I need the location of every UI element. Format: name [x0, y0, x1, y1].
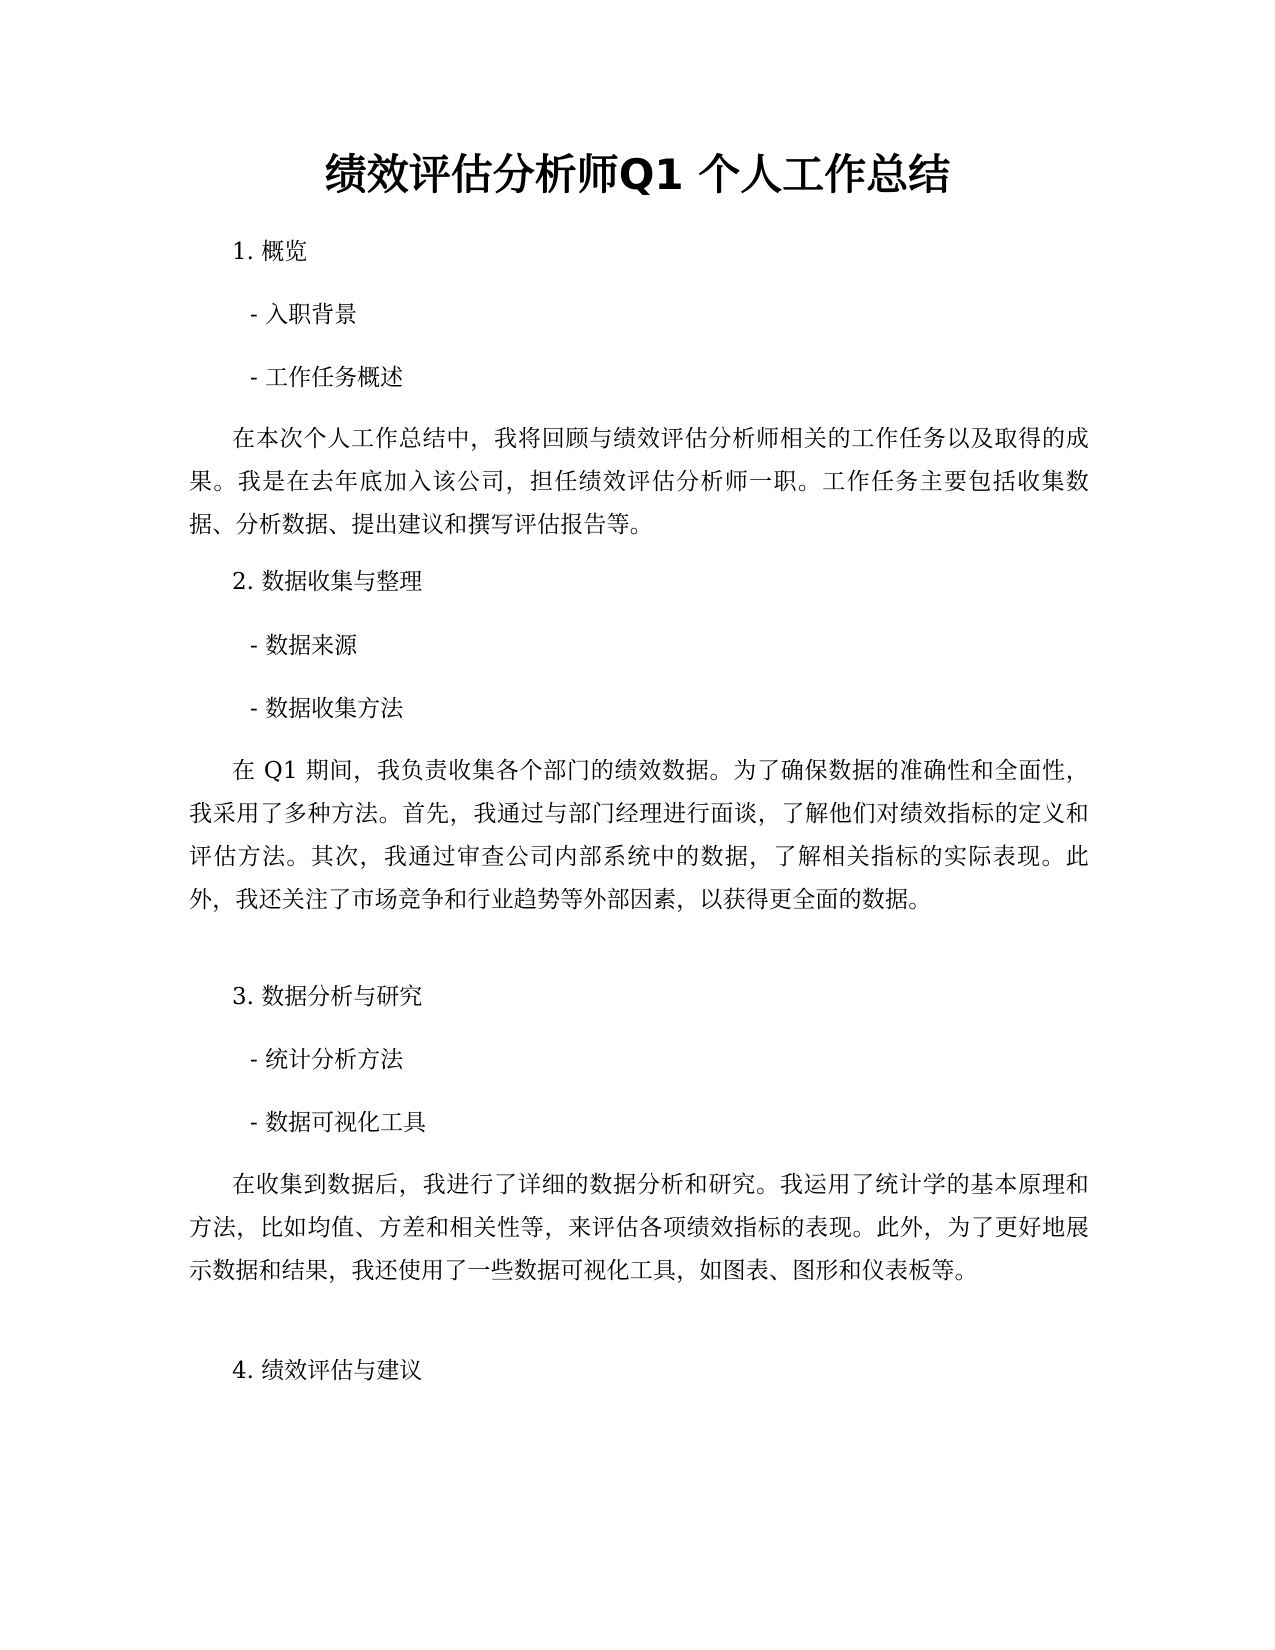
- section-bullet: - 统计分析方法: [250, 1047, 404, 1073]
- section-bullet: - 数据收集方法: [250, 696, 404, 722]
- section-bullet: - 数据可视化工具: [250, 1110, 427, 1136]
- document-title: 绩效评估分析师Q1 个人工作总结: [324, 150, 951, 199]
- section-heading: 1. 概览: [232, 239, 308, 265]
- section-paragraph: 在本次个人工作总结中，我将回顾与绩效评估分析师相关的工作任务以及取得的成果。我是在去年底加入该公司，担任绩效评估分析师一职。工作任务主要包括收集数据、分析数据、提出建议和撰写评估报告等。: [189, 426, 1089, 538]
- section-bullet: - 数据来源: [250, 633, 358, 659]
- section-bullet: - 工作任务概述: [250, 365, 404, 391]
- section-heading: 2. 数据收集与整理: [232, 569, 423, 595]
- section-heading: 4. 绩效评估与建议: [232, 1358, 423, 1384]
- section-paragraph: 在收集到数据后，我进行了详细的数据分析和研究。我运用了统计学的基本原理和方法，比如均值、方差和相关性等，来评估各项绩效指标的表现。此外，为了更好地展示数据和结果，我还使用了一些数据可视化工具，如图表、图形和仪表板等。: [189, 1172, 1089, 1284]
- section-bullet: - 入职背景: [250, 302, 358, 328]
- section-paragraph: 在 Q1 期间，我负责收集各个部门的绩效数据。为了确保数据的准确性和全面性，我采用了多种方法。首先，我通过与部门经理进行面谈，了解他们对绩效指标的定义和评估方法。其次，我通过审查公司内部系统中的数据，了解相关指标的实际表现。此外，我还关注了市场竞争和行业趋势等外部因素，以获得更全面的数据。: [189, 758, 1089, 913]
- section-heading: 3. 数据分析与研究: [232, 984, 423, 1010]
